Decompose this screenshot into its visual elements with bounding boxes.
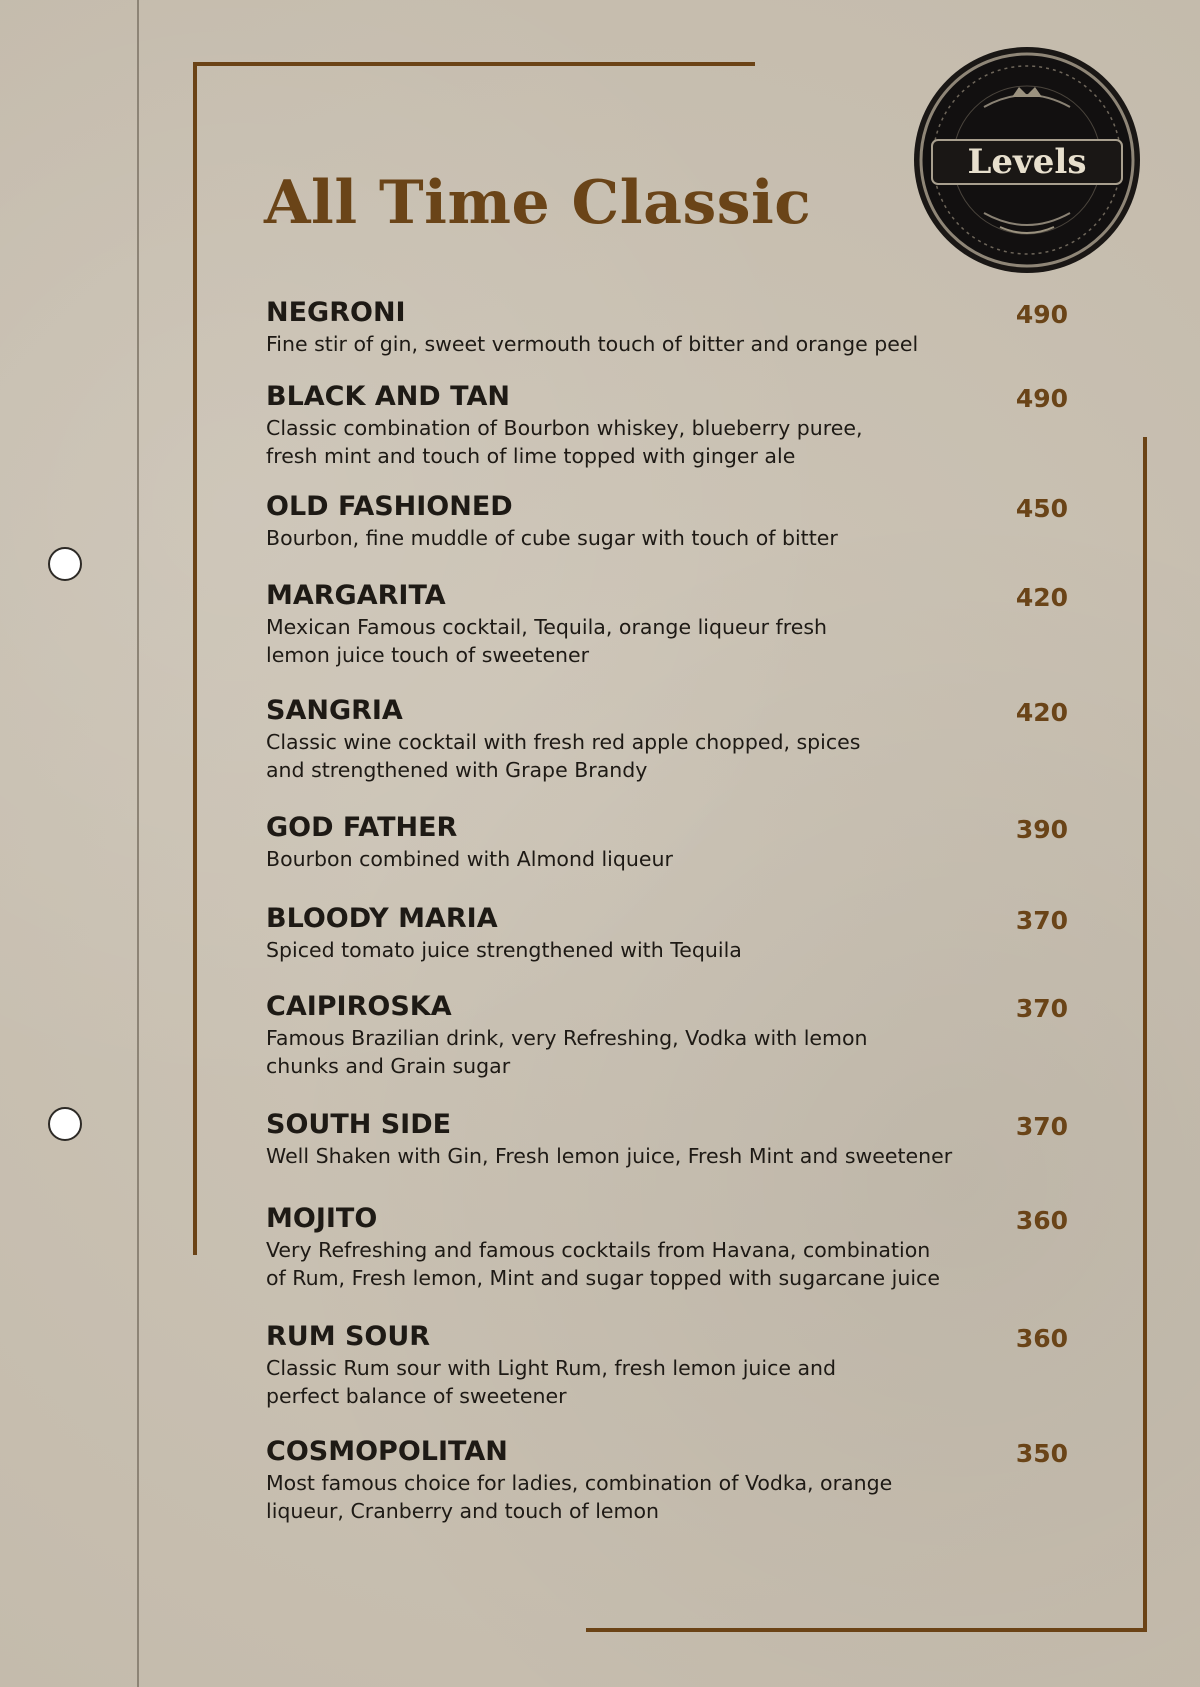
menu-item-price: 450 bbox=[1015, 494, 1068, 523]
menu-item-description: Classic Rum sour with Light Rum, fresh lemon juice and bbox=[266, 1356, 837, 1380]
menu-item-price: 360 bbox=[1015, 1206, 1068, 1235]
menu-item-name: NEGRONI bbox=[266, 297, 406, 328]
menu-item bbox=[266, 990, 1070, 1080]
menu-item-description: chunks and Grain sugar bbox=[266, 1054, 511, 1078]
menu-item bbox=[266, 694, 1070, 784]
menu-item-name: SOUTH SIDE bbox=[266, 1109, 452, 1140]
logo-text: Levels bbox=[967, 142, 1087, 182]
menu-item bbox=[266, 579, 1070, 669]
menu-item bbox=[266, 811, 1070, 873]
menu-item-description: Very Refreshing and famous cocktails from Havana, combination bbox=[266, 1238, 931, 1262]
menu-item-name: MOJITO bbox=[266, 1203, 378, 1234]
menu-item-description: of Rum, Fresh lemon, Mint and sugar topped with sugarcane juice bbox=[266, 1266, 940, 1290]
menu-item-description: and strengthened with Grape Brandy bbox=[266, 758, 648, 782]
menu-item-name: COSMOPOLITAN bbox=[266, 1436, 508, 1467]
menu-item-price: 420 bbox=[1015, 698, 1068, 727]
frame-border-top bbox=[193, 62, 755, 66]
menu-item-price: 370 bbox=[1015, 906, 1068, 935]
binding-line bbox=[137, 0, 139, 1687]
menu-item-description: Fine stir of gin, sweet vermouth touch of bitter and orange peel bbox=[266, 332, 919, 356]
menu-item-price: 360 bbox=[1015, 1324, 1068, 1353]
menu-item-name: OLD FASHIONED bbox=[266, 491, 513, 522]
menu-item-description: Famous Brazilian drink, very Refreshing, Vodka with lemon bbox=[266, 1026, 868, 1050]
menu-item-price: 490 bbox=[1015, 300, 1068, 329]
menu-item bbox=[266, 1435, 1070, 1525]
menu-item bbox=[266, 1320, 1070, 1410]
menu-item-price: 490 bbox=[1015, 384, 1068, 413]
menu-item-name: BLOODY MARIA bbox=[266, 903, 498, 934]
binder-hole bbox=[48, 547, 82, 581]
menu-item-description: Mexican Famous cocktail, Tequila, orange liqueur fresh bbox=[266, 615, 827, 639]
menu-item-price: 370 bbox=[1015, 1112, 1068, 1141]
menu-item-price: 370 bbox=[1015, 994, 1068, 1023]
menu-item-description: perfect balance of sweetener bbox=[266, 1384, 567, 1408]
menu-item-description: Bourbon, fine muddle of cube sugar with touch of bitter bbox=[266, 526, 838, 550]
menu-item-name: BLACK AND TAN bbox=[266, 381, 510, 412]
menu-item-description: Well Shaken with Gin, Fresh lemon juice, Fresh Mint and sweetener bbox=[266, 1144, 953, 1168]
menu-item-description: Spiced tomato juice strengthened with Tequila bbox=[266, 938, 742, 962]
menu-item-description: fresh mint and touch of lime topped with ginger ale bbox=[266, 444, 796, 468]
frame-border-left bbox=[193, 62, 197, 1255]
levels-logo bbox=[912, 45, 1142, 275]
menu-item-description: Classic combination of Bourbon whiskey, blueberry puree, bbox=[266, 416, 863, 440]
menu-item bbox=[266, 1108, 1070, 1170]
menu-item-name: MARGARITA bbox=[266, 580, 446, 611]
menu-item-price: 420 bbox=[1015, 583, 1068, 612]
menu-item bbox=[266, 1202, 1070, 1292]
menu-item bbox=[266, 490, 1070, 552]
menu-item-price: 390 bbox=[1015, 815, 1068, 844]
menu-item-description: lemon juice touch of sweetener bbox=[266, 643, 590, 667]
menu-item-name: GOD FATHER bbox=[266, 812, 458, 843]
menu-item-description: Most famous choice for ladies, combination of Vodka, orange bbox=[266, 1471, 893, 1495]
binder-hole bbox=[48, 1107, 82, 1141]
menu-item-name: SANGRIA bbox=[266, 695, 403, 726]
menu-item bbox=[266, 902, 1070, 964]
menu-item-description: Classic wine cocktail with fresh red apple chopped, spices bbox=[266, 730, 861, 754]
frame-border-bottom bbox=[586, 1628, 1147, 1632]
menu-title: All Time Classic bbox=[264, 168, 812, 238]
menu-item-name: CAIPIROSKA bbox=[266, 991, 452, 1022]
menu-item-price: 350 bbox=[1015, 1439, 1068, 1468]
menu-item-description: Bourbon combined with Almond liqueur bbox=[266, 847, 673, 871]
menu-item bbox=[266, 380, 1070, 470]
menu-item-name: RUM SOUR bbox=[266, 1321, 431, 1352]
menu-item-description: liqueur, Cranberry and touch of lemon bbox=[266, 1499, 660, 1523]
frame-border-right bbox=[1143, 437, 1147, 1632]
menu-item bbox=[266, 296, 1070, 358]
